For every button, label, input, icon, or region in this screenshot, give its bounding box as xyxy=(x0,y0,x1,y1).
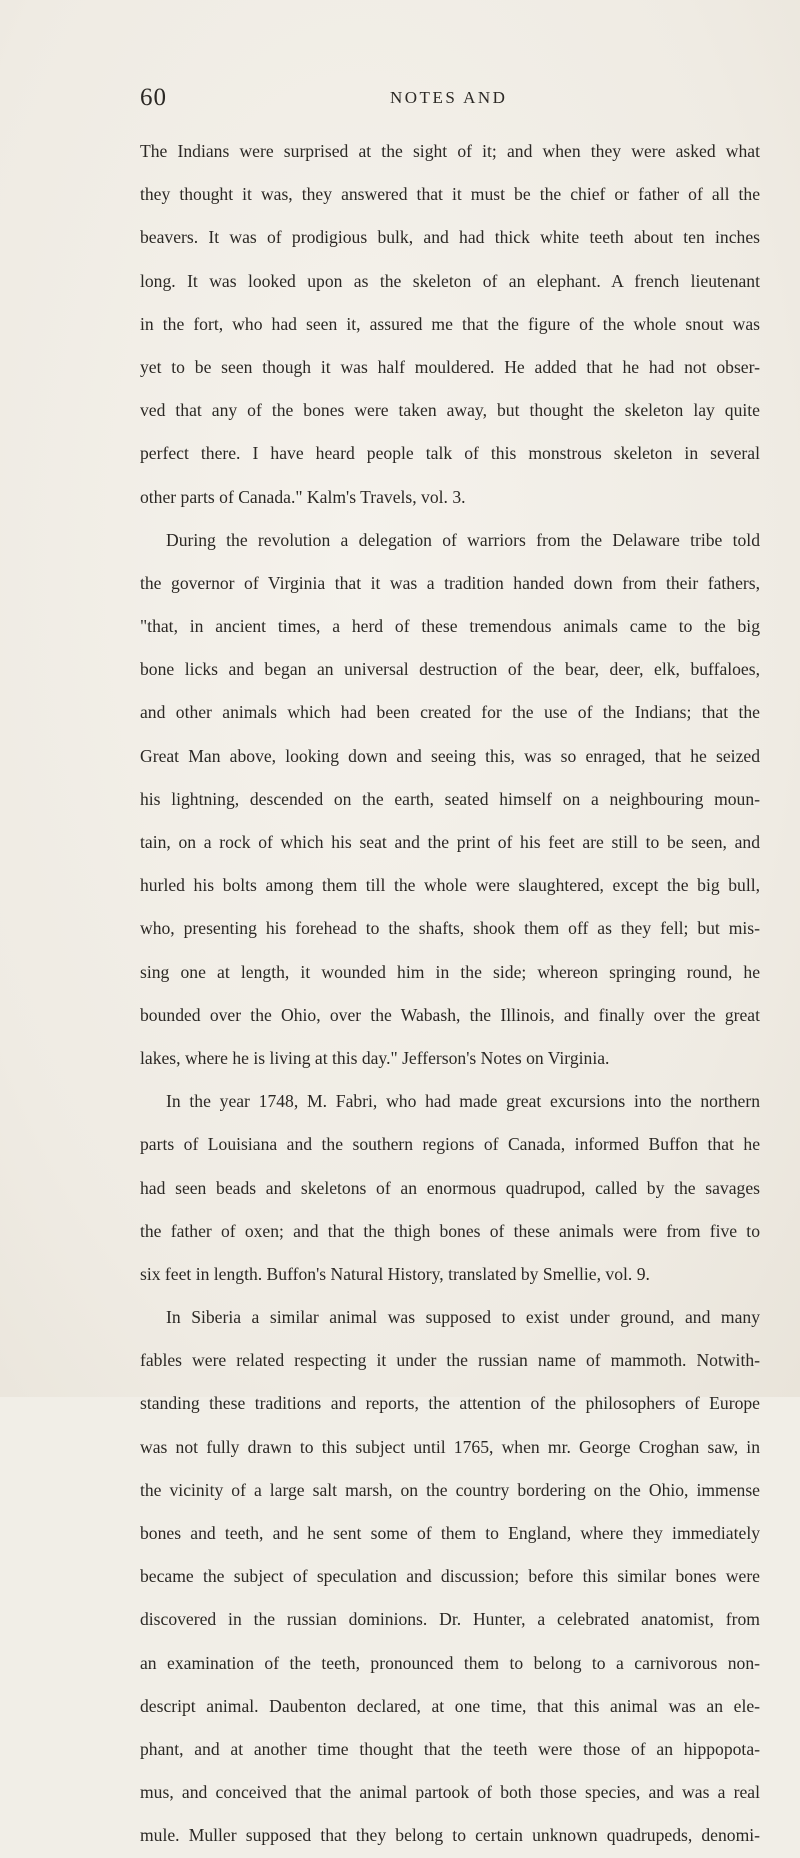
page-header xyxy=(140,84,780,120)
text-line: bone licks and began an universal destruction of the bear, deer, elk, buffaloes, xyxy=(140,659,760,680)
text-line: In Siberia a similar animal was supposed to exist under ground, and many xyxy=(166,1307,760,1328)
page-number: 60 xyxy=(140,84,167,111)
text-line: and other animals which had been created for the use of the Indians; that the xyxy=(140,702,760,723)
text-line: beavers. It was of prodigious bulk, and had thick white teeth about ten inches xyxy=(140,227,760,248)
text-line: they thought it was, they answered that it must be the chief or father of all the xyxy=(140,184,760,205)
body-text xyxy=(140,130,760,1858)
text-line: ved that any of the bones were taken away, but thought the skeleton lay quite xyxy=(140,400,760,421)
text-line: the father of oxen; and that the thigh bones of these animals were from five to xyxy=(140,1220,760,1241)
text-line: descript animal. Daubenton declared, at one time, that this animal was an ele- xyxy=(140,1695,760,1716)
text-line: In the year 1748, M. Fabri, who had made great excursions into the northern xyxy=(166,1091,760,1112)
text-line: his lightning, descended on the earth, seated himself on a neighbouring moun- xyxy=(140,788,760,809)
text-line: mule. Muller supposed that they belong to certain unknown quadrupeds, denomi- xyxy=(140,1825,760,1846)
text-line: who, presenting his forehead to the shafts, shook them off as they fell; but mis- xyxy=(140,918,760,939)
text-line: tain, on a rock of which his seat and the print of his feet are still to be seen, and xyxy=(140,832,760,852)
text-line: yet to be seen though it was half mouldered. He added that he had not obser- xyxy=(140,356,760,377)
text-line: the vicinity of a large salt marsh, on the country bordering on the Ohio, immense xyxy=(140,1479,760,1500)
text-line: fables were related respecting it under the russian name of mammoth. Notwith- xyxy=(140,1350,760,1371)
text-line: an examination of the teeth, pronounced them to belong to a carnivorous non- xyxy=(140,1652,760,1673)
text-line: bones and teeth, and he sent some of them to England, where they immediately xyxy=(140,1523,760,1543)
text-line: Great Man above, looking down and seeing this, was so enraged, that he seized xyxy=(140,745,760,766)
text-line: standing these traditions and reports, the attention of the philosophers of Europe xyxy=(140,1393,760,1414)
text-line: other parts of Canada." Kalm's Travels, vol. 3. xyxy=(140,486,466,507)
text-line: bounded over the Ohio, over the Wabash, the Illinois, and finally over the great xyxy=(140,1004,760,1025)
text-line: phant, and at another time thought that the teeth were those of an hippopota- xyxy=(140,1738,760,1759)
text-line: perfect there. I have heard people talk of this monstrous skeleton in several xyxy=(140,443,760,464)
running-head: NOTES AND xyxy=(390,88,508,107)
text-line: The Indians were surprised at the sight of it; and when they were asked what xyxy=(140,141,760,161)
paragraph xyxy=(140,519,760,1080)
text-line: long. It was looked upon as the skeleton of an elephant. A french lieutenant xyxy=(140,270,760,291)
paragraph xyxy=(140,1296,760,1857)
text-line: During the revolution a delegation of warriors from the Delaware tribe told xyxy=(166,529,760,550)
text-line: six feet in length. Buffon's Natural History, translated by Smellie, vol. 9. xyxy=(140,1263,650,1284)
text-line: the governor of Virginia that it was a tradition handed down from their fathers, xyxy=(140,572,760,593)
text-line: "that, in ancient times, a herd of these tremendous animals came to the big xyxy=(140,616,760,637)
paragraph xyxy=(140,130,760,519)
text-line: sing one at length, it wounded him in the side; whereon springing round, he xyxy=(140,961,760,982)
text-line: hurled his bolts among them till the whole were slaughtered, except the big bull, xyxy=(140,875,760,896)
text-line: was not fully drawn to this subject until 1765, when mr. George Croghan saw, in xyxy=(140,1436,760,1457)
text-line: had seen beads and skeletons of an enormous quadrupod, called by the savages xyxy=(140,1177,760,1198)
text-line: mus, and conceived that the animal partook of both those species, and was a real xyxy=(140,1782,760,1803)
text-line: became the subject of speculation and discussion; before this similar bones were xyxy=(140,1566,760,1587)
paragraph xyxy=(140,1080,760,1296)
text-line: parts of Louisiana and the southern regions of Canada, informed Buffon that he xyxy=(140,1134,760,1155)
text-line: discovered in the russian dominions. Dr. Hunter, a celebrated anatomist, from xyxy=(140,1609,760,1630)
text-line: lakes, where he is living at this day." Jefferson's Notes on Virginia. xyxy=(140,1047,610,1068)
text-line: in the fort, who had seen it, assured me that the figure of the whole snout was xyxy=(140,313,760,334)
